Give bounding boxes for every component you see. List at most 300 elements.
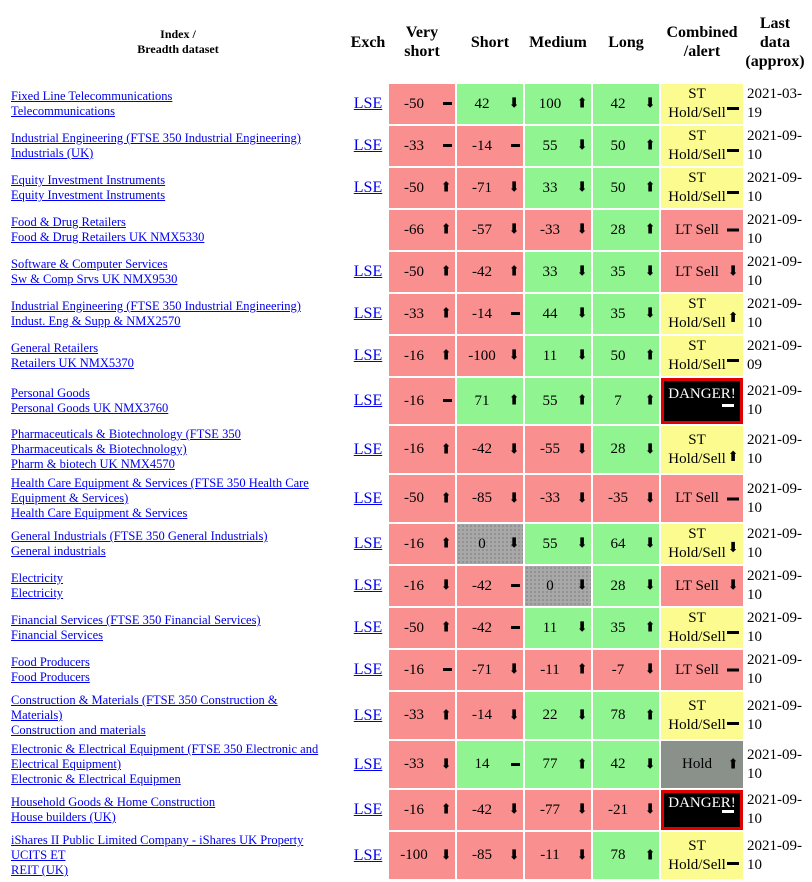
exchange-link[interactable]: LSE — [353, 263, 383, 280]
dataset-link[interactable]: Construction and materials — [11, 723, 146, 737]
medium-cell — [525, 832, 591, 879]
signal-value: 64 — [610, 535, 626, 552]
arrow-up-icon: ⬆ — [440, 306, 452, 322]
exchange-cell — [349, 475, 387, 522]
exchange-link[interactable]: LSE — [353, 179, 383, 196]
short-cell — [457, 566, 523, 606]
header-short: Short — [470, 33, 510, 51]
exchange-cell — [349, 741, 387, 788]
medium-cell — [525, 741, 591, 788]
arrow-down-icon: ⬇ — [644, 802, 656, 818]
exchange-link[interactable]: LSE — [353, 440, 383, 458]
signal-value: 0 — [478, 535, 486, 552]
signal-value: -85 — [472, 490, 492, 506]
combined-alert-cell — [661, 336, 743, 376]
last-data-date: 2021-09-10 — [747, 480, 802, 516]
medium-cell — [525, 84, 591, 124]
index-link[interactable]: Industrial Engineering (FTSE 350 Industrial Engineering) — [11, 299, 301, 313]
index-link[interactable]: Pharmaceuticals & Biotechnology) — [11, 442, 187, 456]
index-name-cell — [9, 475, 347, 522]
long-cell — [593, 84, 659, 124]
long-cell — [593, 790, 659, 830]
index-name-cell — [9, 832, 347, 879]
index-link[interactable]: Construction & Materials (FTSE 350 Construction & — [11, 693, 278, 707]
dash-icon — [727, 351, 739, 370]
very-short-cell — [389, 252, 455, 292]
dataset-link[interactable]: Financial Services — [11, 628, 103, 642]
combined-alert-cell — [661, 168, 743, 208]
signal-value: 55 — [542, 535, 558, 552]
exchange-cell — [349, 524, 387, 564]
arrow-down-icon: ⬇ — [576, 848, 588, 863]
arrow-up-icon: ⬆ — [440, 620, 452, 636]
dataset-link[interactable]: Personal Goods UK NMX3760 — [11, 401, 169, 415]
header-exch: Exch — [350, 33, 386, 51]
signal-value: 22 — [542, 707, 558, 723]
arrow-down-icon: ⬇ — [508, 536, 520, 552]
arrow-up-icon: ⬆ — [508, 393, 520, 409]
combined-alert-line2: Hold/Sell — [668, 147, 726, 163]
table-row — [9, 336, 805, 376]
very-short-cell — [389, 650, 455, 690]
index-link[interactable]: Financial Services (FTSE 350 Financial Services) — [11, 613, 261, 627]
exchange-link[interactable]: LSE — [353, 392, 383, 409]
medium-cell — [525, 524, 591, 564]
very-short-cell — [389, 524, 455, 564]
index-name-cell — [9, 294, 347, 334]
signal-value: 42 — [474, 95, 490, 112]
table-body — [9, 84, 805, 879]
arrow-down-icon: ⬇ — [576, 442, 588, 457]
exchange-cell — [349, 426, 387, 473]
dataset-link[interactable]: Industrials (UK) — [11, 146, 94, 160]
index-name-cell — [9, 252, 347, 292]
dash-icon — [511, 306, 520, 322]
table-row — [9, 650, 805, 690]
arrow-down-icon: ⬇ — [727, 578, 739, 594]
signal-value: 44 — [542, 305, 558, 322]
arrow-up-icon: ⬆ — [440, 708, 452, 723]
combined-alert-line1: ST — [688, 86, 706, 102]
arrow-up-icon: ⬆ — [644, 620, 656, 636]
signal-value: -42 — [472, 619, 492, 636]
arrow-up-icon: ⬆ — [727, 450, 739, 465]
index-name-cell — [9, 210, 347, 250]
index-link[interactable]: Pharmaceuticals & Biotechnology (FTSE 350 — [11, 427, 241, 441]
combined-alert-line1: ST — [688, 697, 706, 714]
header-last-2: data — [759, 33, 791, 51]
dash-icon — [727, 489, 739, 508]
dataset-link[interactable]: House builders (UK) — [11, 810, 116, 824]
exchange-cell — [349, 378, 387, 424]
arrow-down-icon: ⬇ — [508, 222, 520, 238]
index-link[interactable]: Electronic & Electrical Equipment (FTSE 350 Electronic and — [11, 742, 319, 756]
last-data-date: 2021-09-10 — [747, 170, 802, 205]
arrow-down-icon: ⬇ — [644, 578, 656, 594]
arrow-down-icon: ⬇ — [644, 306, 656, 322]
combined-alert-cell — [661, 84, 743, 124]
arrow-up-icon: ⬆ — [644, 138, 656, 154]
very-short-cell — [389, 294, 455, 334]
arrow-down-icon: ⬇ — [508, 442, 520, 457]
dash-icon — [443, 138, 452, 154]
last-data-date: 2021-09-10 — [747, 128, 802, 163]
arrow-down-icon: ⬇ — [644, 662, 656, 678]
arrow-down-icon: ⬇ — [576, 491, 588, 506]
combined-alert-line1: ST — [688, 610, 706, 626]
exchange-link[interactable]: LSE — [353, 755, 383, 773]
signal-value: -50 — [404, 263, 424, 280]
exchange-link[interactable]: LSE — [353, 535, 383, 552]
combined-alert-line1: ST — [688, 431, 706, 448]
combined-alert-line2: Hold/Sell — [668, 189, 726, 205]
signal-value: -50 — [404, 179, 424, 196]
very-short-cell — [389, 566, 455, 606]
medium-cell — [525, 252, 591, 292]
combined-alert-cell — [661, 832, 743, 879]
dash-icon — [511, 138, 520, 154]
arrow-up-icon: ⬆ — [440, 491, 452, 506]
dataset-link[interactable]: Food Producers — [11, 670, 90, 684]
signal-value: 35 — [610, 619, 626, 636]
signal-value: 71 — [474, 392, 490, 409]
signal-value: -50 — [404, 490, 424, 506]
table-row — [9, 832, 805, 879]
exchange-link[interactable]: LSE — [353, 489, 383, 507]
index-link[interactable]: Electrical Equipment) — [11, 757, 122, 771]
long-cell — [593, 126, 659, 166]
very-short-cell — [389, 475, 455, 522]
index-link[interactable]: Materials) — [11, 708, 63, 722]
signal-value: 7 — [614, 392, 622, 409]
table-row — [9, 790, 805, 830]
short-cell — [457, 126, 523, 166]
index-name-cell — [9, 336, 347, 376]
arrow-up-icon: ⬆ — [440, 442, 452, 457]
combined-alert-cell — [661, 252, 743, 292]
combined-alert-cell — [661, 378, 743, 424]
dataset-link[interactable]: Food & Drug Retailers UK NMX5330 — [11, 230, 205, 244]
signal-value: -42 — [472, 263, 492, 280]
dataset-link[interactable]: REIT (UK) — [11, 863, 69, 877]
combined-alert-line1: LT Sell — [675, 577, 719, 594]
exchange-link[interactable]: LSE — [353, 661, 383, 678]
combined-alert-cell — [661, 426, 743, 473]
header-index-line2: Breadth dataset — [137, 42, 219, 56]
signal-value: -16 — [404, 801, 424, 818]
signal-value: -50 — [404, 95, 424, 112]
header-combined — [661, 2, 743, 82]
dataset-link[interactable]: Pharm & biotech UK NMX4570 — [11, 457, 175, 471]
arrow-up-icon: ⬆ — [440, 348, 452, 364]
exchange-link[interactable]: LSE — [353, 305, 383, 322]
last-data-date: 2021-09-10 — [747, 526, 802, 561]
medium-cell — [525, 608, 591, 648]
dataset-link[interactable]: Health Care Equipment & Services — [11, 506, 188, 520]
arrow-down-icon: ⬇ — [644, 264, 656, 280]
long-cell — [593, 168, 659, 208]
index-name-cell — [9, 566, 347, 606]
dataset-link[interactable]: Equity Investment Instruments — [11, 188, 166, 202]
short-cell — [457, 650, 523, 690]
medium-cell — [525, 210, 591, 250]
medium-cell — [525, 650, 591, 690]
arrow-down-icon: ⬇ — [644, 536, 656, 552]
signal-value: -77 — [540, 801, 560, 818]
index-link[interactable]: Health Care Equipment & Services (FTSE 350 Health Care — [11, 476, 309, 490]
arrow-up-icon: ⬆ — [508, 264, 520, 280]
arrow-down-icon: ⬇ — [440, 578, 452, 594]
signal-value: -14 — [472, 305, 492, 322]
exchange-link[interactable]: LSE — [353, 347, 383, 364]
very-short-cell — [389, 378, 455, 424]
arrow-down-icon: ⬇ — [508, 96, 520, 112]
arrow-down-icon: ⬇ — [576, 620, 588, 636]
index-link[interactable]: Fixed Line Telecommunications — [11, 89, 173, 103]
last-data-date: 2021-09-10 — [747, 697, 802, 733]
last-data-date: 2021-09-10 — [747, 610, 802, 645]
exchange-cell — [349, 790, 387, 830]
index-name-cell — [9, 378, 347, 424]
short-cell — [457, 252, 523, 292]
index-link[interactable]: Equipment & Services) — [11, 491, 129, 505]
exchange-cell — [349, 832, 387, 879]
index-link[interactable]: UCITS ET — [11, 848, 66, 862]
exchange-cell — [349, 336, 387, 376]
arrow-up-icon: ⬆ — [440, 222, 452, 238]
signal-value: -71 — [472, 661, 492, 678]
index-link[interactable]: iShares II Public Limited Company - iShares UK Property — [11, 833, 304, 847]
very-short-cell — [389, 692, 455, 739]
arrow-down-icon: ⬇ — [440, 757, 452, 772]
signal-value: -42 — [472, 441, 492, 457]
exchange-cell — [349, 168, 387, 208]
signal-value: 78 — [610, 847, 626, 863]
signal-value: -42 — [472, 801, 492, 818]
dataset-link[interactable]: Sw & Comp Srvs UK NMX9530 — [11, 272, 178, 286]
exchange-cell — [349, 608, 387, 648]
header-last-3: (approx) — [745, 52, 805, 70]
arrow-up-icon: ⬆ — [440, 802, 452, 818]
index-link[interactable]: Equity Investment Instruments — [11, 173, 166, 187]
dataset-link[interactable]: Retailers UK NMX5370 — [11, 356, 134, 370]
index-link[interactable]: Household Goods & Home Construction — [11, 795, 216, 809]
long-cell — [593, 426, 659, 473]
signal-value: -71 — [472, 179, 492, 196]
combined-alert-line2: Hold/Sell — [668, 716, 726, 733]
arrow-up-icon: ⬆ — [644, 180, 656, 196]
combined-alert-cell — [661, 210, 743, 250]
index-link[interactable]: General Industrials (FTSE 350 General Industrials) — [11, 529, 268, 543]
dataset-link[interactable]: Telecommunications — [11, 104, 115, 118]
arrow-up-icon: ⬆ — [644, 708, 656, 723]
signal-value: -11 — [540, 661, 560, 678]
combined-alert-line2: Hold/Sell — [668, 856, 726, 873]
header-very-short-1: Very — [405, 24, 439, 41]
combined-alert-line1: ST — [688, 526, 706, 542]
combined-alert-line1: Hold — [682, 756, 712, 772]
last-data-date: 2021-09-10 — [747, 568, 802, 603]
arrow-down-icon: ⬇ — [727, 541, 739, 556]
exchange-link[interactable]: LSE — [353, 577, 383, 594]
very-short-cell — [389, 832, 455, 879]
last-data-date: 2021-09-10 — [747, 792, 802, 827]
signal-value: -16 — [404, 535, 424, 552]
exchange-cell — [349, 650, 387, 690]
combined-alert-line1: LT Sell — [675, 661, 719, 678]
exchange-cell — [349, 692, 387, 739]
arrow-down-icon: ⬇ — [727, 264, 739, 280]
dash-icon — [722, 396, 734, 415]
table-row — [9, 475, 805, 522]
table-row — [9, 524, 805, 564]
combined-alert-line1: DANGER! — [668, 385, 736, 402]
last-data-date: 2021-09-09 — [747, 338, 802, 373]
very-short-cell — [389, 168, 455, 208]
combined-alert-cell — [661, 524, 743, 564]
exchange-link[interactable]: LSE — [353, 706, 383, 724]
short-cell — [457, 692, 523, 739]
signal-value: 77 — [542, 756, 558, 772]
long-cell — [593, 692, 659, 739]
medium-cell — [525, 426, 591, 473]
index-name-cell — [9, 126, 347, 166]
index-link[interactable]: Food Producers — [11, 655, 90, 669]
signal-value: -33 — [404, 756, 424, 772]
dash-icon — [443, 393, 452, 409]
dataset-link[interactable]: General industrials — [11, 544, 106, 558]
arrow-up-icon: ⬆ — [576, 662, 588, 678]
dash-icon — [727, 623, 739, 642]
exchange-cell — [349, 84, 387, 124]
combined-alert-line1: ST — [688, 338, 706, 354]
index-link[interactable]: Personal Goods — [11, 386, 90, 400]
combined-alert-line2: Hold/Sell — [668, 315, 726, 331]
signal-value: -33 — [404, 305, 424, 322]
combined-alert-line2: Hold/Sell — [668, 357, 726, 373]
dash-icon — [727, 714, 739, 733]
arrow-down-icon: ⬇ — [508, 708, 520, 723]
very-short-cell — [389, 210, 455, 250]
signal-value: 33 — [542, 179, 558, 196]
exchange-link[interactable]: LSE — [353, 846, 383, 864]
table-row — [9, 210, 805, 250]
arrow-up-icon: ⬆ — [440, 180, 452, 196]
last-data-date: 2021-09-10 — [747, 383, 802, 418]
index-link[interactable]: Software & Computer Services — [11, 257, 168, 271]
table-row — [9, 566, 805, 606]
combined-alert-line1: LT Sell — [675, 221, 719, 238]
long-cell — [593, 650, 659, 690]
exchange-link[interactable]: LSE — [353, 95, 383, 112]
combined-alert-cell — [661, 650, 743, 690]
signal-value: -16 — [404, 347, 424, 364]
combined-alert-line1: ST — [688, 296, 706, 312]
medium-cell — [525, 692, 591, 739]
signal-value: 28 — [610, 577, 626, 594]
signal-value: 28 — [610, 441, 626, 457]
short-cell — [457, 524, 523, 564]
index-link[interactable]: General Retailers — [11, 341, 99, 355]
short-cell — [457, 336, 523, 376]
exchange-link[interactable]: LSE — [353, 137, 383, 154]
signal-value: -50 — [404, 619, 424, 636]
exchange-link[interactable]: LSE — [353, 619, 383, 636]
medium-cell — [525, 336, 591, 376]
combined-alert-line1: LT Sell — [675, 263, 719, 280]
medium-cell — [525, 126, 591, 166]
arrow-down-icon: ⬇ — [576, 222, 588, 238]
dataset-link[interactable]: Electronic & Electrical Equipmen — [11, 772, 181, 786]
arrow-down-icon: ⬇ — [576, 348, 588, 364]
exchange-cell — [349, 126, 387, 166]
very-short-cell — [389, 790, 455, 830]
signal-value: 14 — [474, 756, 490, 772]
arrow-up-icon: ⬆ — [440, 264, 452, 280]
last-data-date: 2021-03-19 — [747, 86, 802, 121]
signal-value: 100 — [538, 95, 562, 112]
arrow-down-icon: ⬇ — [508, 180, 520, 196]
very-short-cell — [389, 126, 455, 166]
long-cell — [593, 566, 659, 606]
very-short-cell — [389, 426, 455, 473]
dash-icon — [511, 578, 520, 594]
signal-value: 55 — [542, 137, 558, 154]
medium-cell — [525, 790, 591, 830]
dataset-link[interactable]: Indust. Eng & Supp & NMX2570 — [11, 314, 181, 328]
signal-value: -14 — [472, 137, 492, 154]
very-short-cell — [389, 336, 455, 376]
index-name-cell — [9, 608, 347, 648]
short-cell — [457, 832, 523, 879]
short-cell — [457, 741, 523, 788]
dataset-link[interactable]: Electricity — [11, 586, 64, 600]
very-short-cell — [389, 84, 455, 124]
header-index — [9, 2, 347, 82]
exchange-link[interactable]: LSE — [353, 801, 383, 818]
long-cell — [593, 336, 659, 376]
index-name-cell — [9, 426, 347, 473]
index-name-cell — [9, 524, 347, 564]
combined-alert-line1: LT Sell — [675, 490, 719, 506]
index-link[interactable]: Food & Drug Retailers — [11, 215, 126, 229]
header-combined-1: Combined — [666, 24, 738, 41]
arrow-up-icon: ⬆ — [727, 311, 739, 326]
arrow-down-icon: ⬇ — [576, 578, 588, 594]
short-cell — [457, 210, 523, 250]
combined-alert-cell — [661, 475, 743, 522]
header-long: Long — [608, 33, 644, 51]
short-cell — [457, 426, 523, 473]
very-short-cell — [389, 741, 455, 788]
table-row — [9, 741, 805, 788]
last-data-date: 2021-09-10 — [747, 837, 802, 873]
signal-value: -33 — [540, 490, 560, 506]
signal-value: 28 — [610, 221, 626, 238]
index-link[interactable]: Industrial Engineering (FTSE 350 Industrial Engineering) — [11, 131, 301, 145]
breadth-table — [7, 0, 807, 881]
arrow-down-icon: ⬇ — [440, 848, 452, 863]
signal-value: -100 — [400, 847, 428, 863]
arrow-down-icon: ⬇ — [576, 708, 588, 723]
long-cell — [593, 741, 659, 788]
signal-value: -7 — [611, 661, 625, 678]
header-very-short — [389, 2, 455, 82]
dash-icon — [443, 662, 452, 678]
index-link[interactable]: Electricity — [11, 571, 64, 585]
last-data-date: 2021-09-10 — [747, 296, 802, 331]
arrow-up-icon: ⬆ — [644, 348, 656, 364]
